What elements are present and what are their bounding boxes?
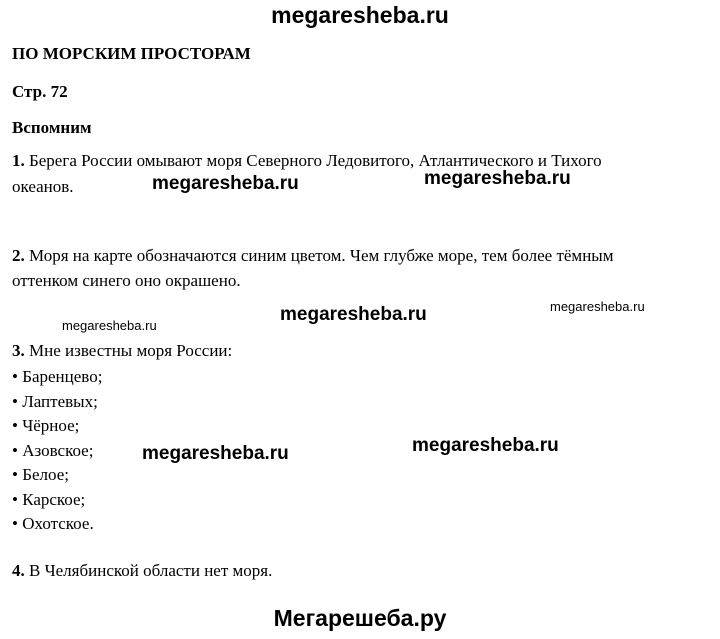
- list-item: • Белое;: [12, 465, 69, 484]
- answer-1-line-1: 1. Берега России омывают моря Северного Ледовитого, Атлантического и Тихого: [12, 151, 602, 170]
- answer-3-line-1: 3. Мне известны моря России:: [12, 341, 233, 360]
- watermark-inline: megaresheba.ru: [142, 443, 289, 464]
- list-item: • Азовское;: [12, 440, 94, 460]
- watermark-inline-small: megaresheba.ru: [550, 299, 645, 314]
- watermark-inline: megaresheba.ru: [412, 435, 559, 456]
- answer-3-number: 3.: [12, 341, 25, 360]
- watermark-bottom: Мегарешеба.ру: [273, 605, 447, 631]
- list-item: • Чёрное;: [12, 416, 80, 435]
- answer-4-number: 4.: [12, 561, 25, 580]
- watermark-inline-small: megaresheba.ru: [62, 318, 157, 333]
- list-item: • Охотское.: [12, 514, 94, 533]
- watermark-inline: megaresheba.ru: [152, 173, 299, 194]
- answer-4-line-1: 4. В Челябинской области нет моря.: [12, 561, 273, 580]
- answer-1-number: 1.: [12, 151, 25, 170]
- answer-1-line-2: океанов.: [12, 177, 74, 196]
- list-item: • Карское;: [12, 489, 86, 509]
- list-item: • Лаптевых;: [12, 391, 98, 411]
- answer-2-number: 2.: [12, 246, 25, 265]
- page-number: Стр. 72: [12, 82, 68, 101]
- page-title: ПО МОРСКИМ ПРОСТОРАМ: [12, 44, 251, 63]
- watermark-inline: megaresheba.ru: [424, 168, 571, 189]
- answer-2-line-2: оттенком синего оно окрашено.: [12, 271, 241, 290]
- seas-list: [12, 365, 102, 537]
- watermark-inline: megaresheba.ru: [280, 304, 427, 325]
- list-item: • Баренцево;: [12, 367, 103, 386]
- section-heading: Вспомним: [12, 118, 92, 137]
- watermark-top: megaresheba.ru: [271, 2, 449, 28]
- answer-2-line-1: 2. Моря на карте обозначаются синим цветом. Чем глубже море, тем более тёмным: [12, 246, 614, 265]
